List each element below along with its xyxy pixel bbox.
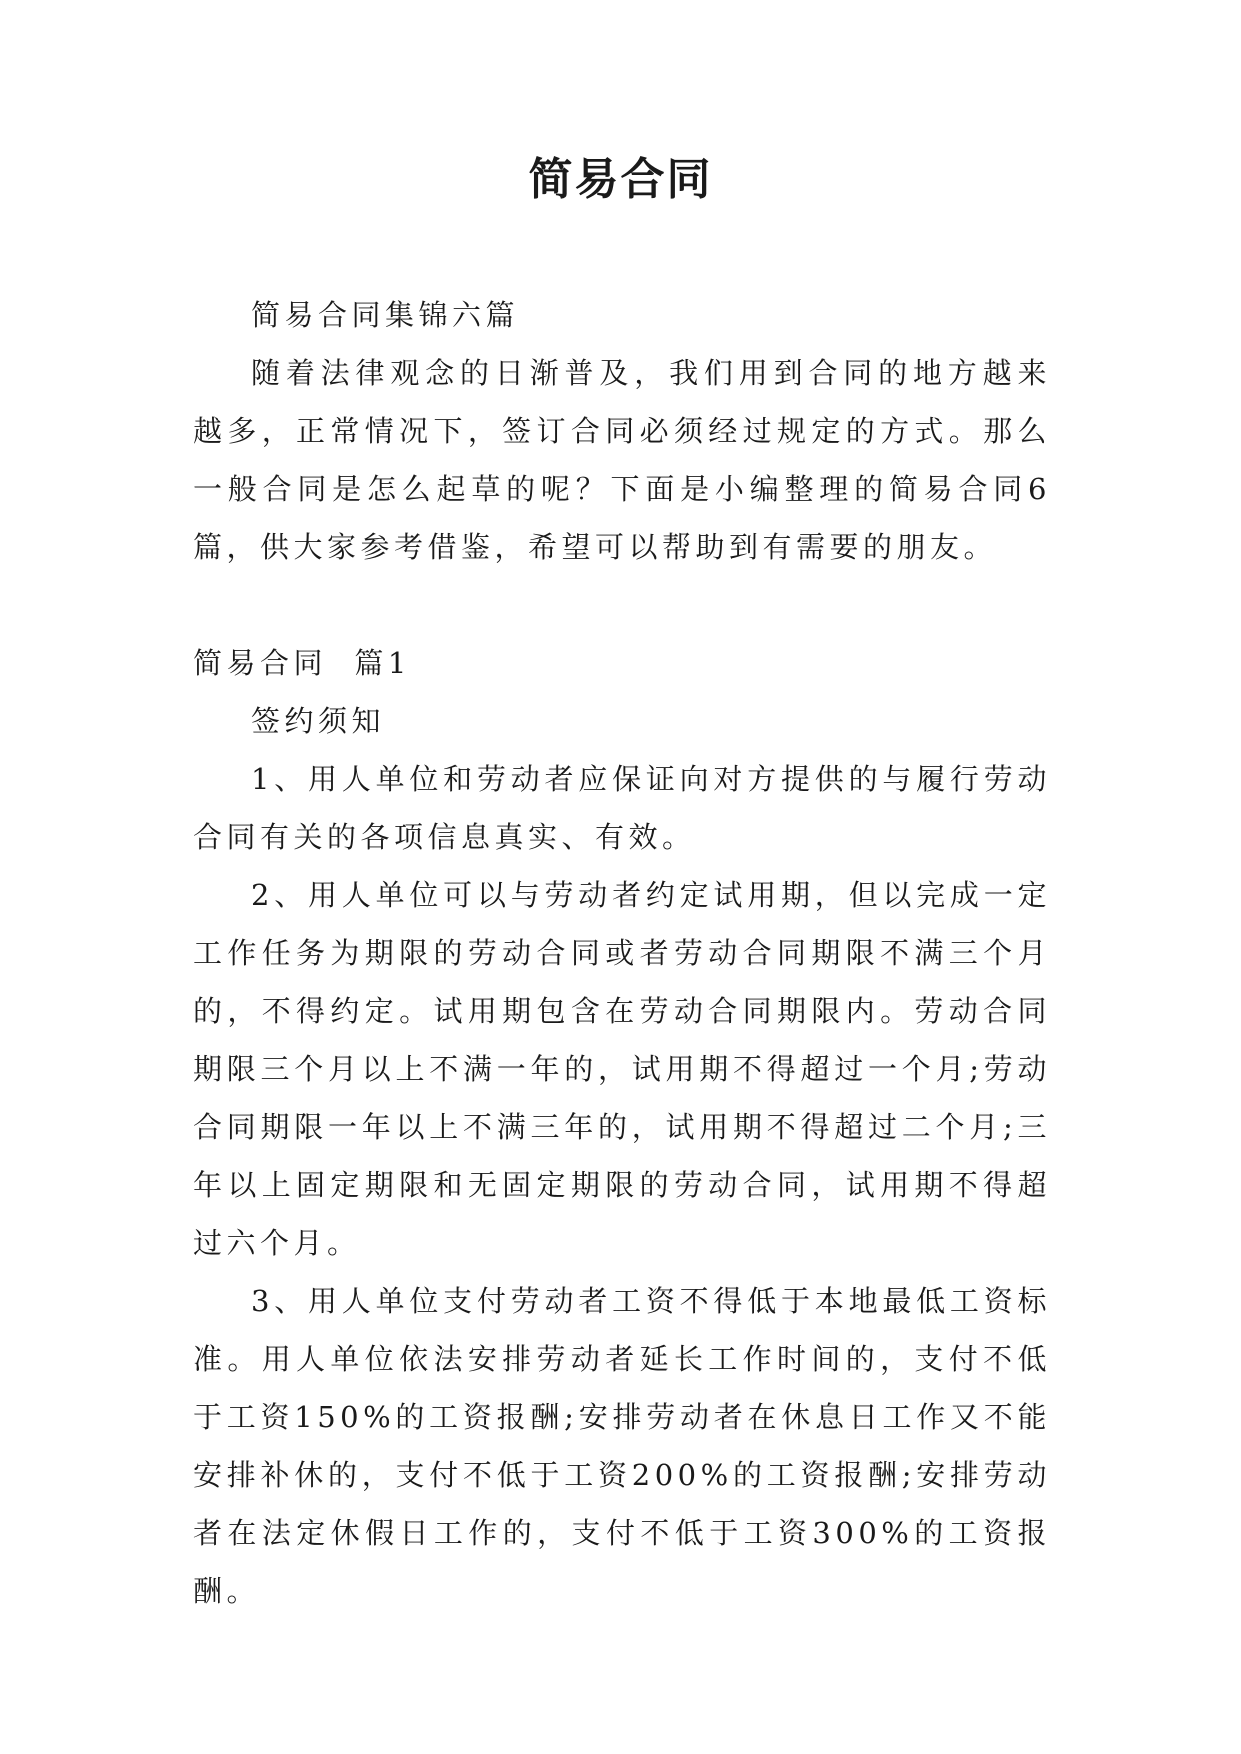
document-title: 简易合同 [528, 154, 713, 205]
document-body [193, 286, 1051, 1620]
notice-item-1: 1、用人单位和劳动者应保证向对方提供的与履行劳动合同有关的各项信息真实、有效。 [193, 762, 1051, 854]
notice-item-3: 3、用人单位支付劳动者工资不得低于本地最低工资标准。用人单位依法安排劳动者延长工作时间的，支付不低于工资150%的工资报酬;安排劳动者在休息日工作又不能安排补休的，支付不低于工资200%的工资报酬;安排劳动者在法定休假日工作的，支付不低于工资300%的工资报酬。 [193, 1284, 1051, 1608]
notice-item-2: 2、用人单位可以与劳动者约定试用期，但以完成一定工作任务为期限的劳动合同或者劳动合同期限不满三个月的，不得约定。试用期包含在劳动合同期限内。劳动合同期限三个月以上不满一年的，试用期不得超过一个月;劳动合同期限一年以上不满三年的，试用期不得超过二个月;三年以上固定期限和无固定期限的劳动合同，试用期不得超过六个月。 [193, 878, 1051, 1260]
intro-paragraph: 随着法律观念的日渐普及，我们用到合同的地方越来越多，正常情况下，签订合同必须经过规定的方式。那么一般合同是怎么起草的呢？下面是小编整理的简易合同6篇，供大家参考借鉴，希望可以帮助到有需要的朋友。 [193, 356, 1051, 564]
document-subtitle: 简易合同集锦六篇 [251, 298, 520, 332]
section-heading: 简易合同 篇1 [193, 646, 411, 680]
paragraph-gap [193, 576, 1051, 634]
notice-title: 签约须知 [251, 704, 386, 738]
